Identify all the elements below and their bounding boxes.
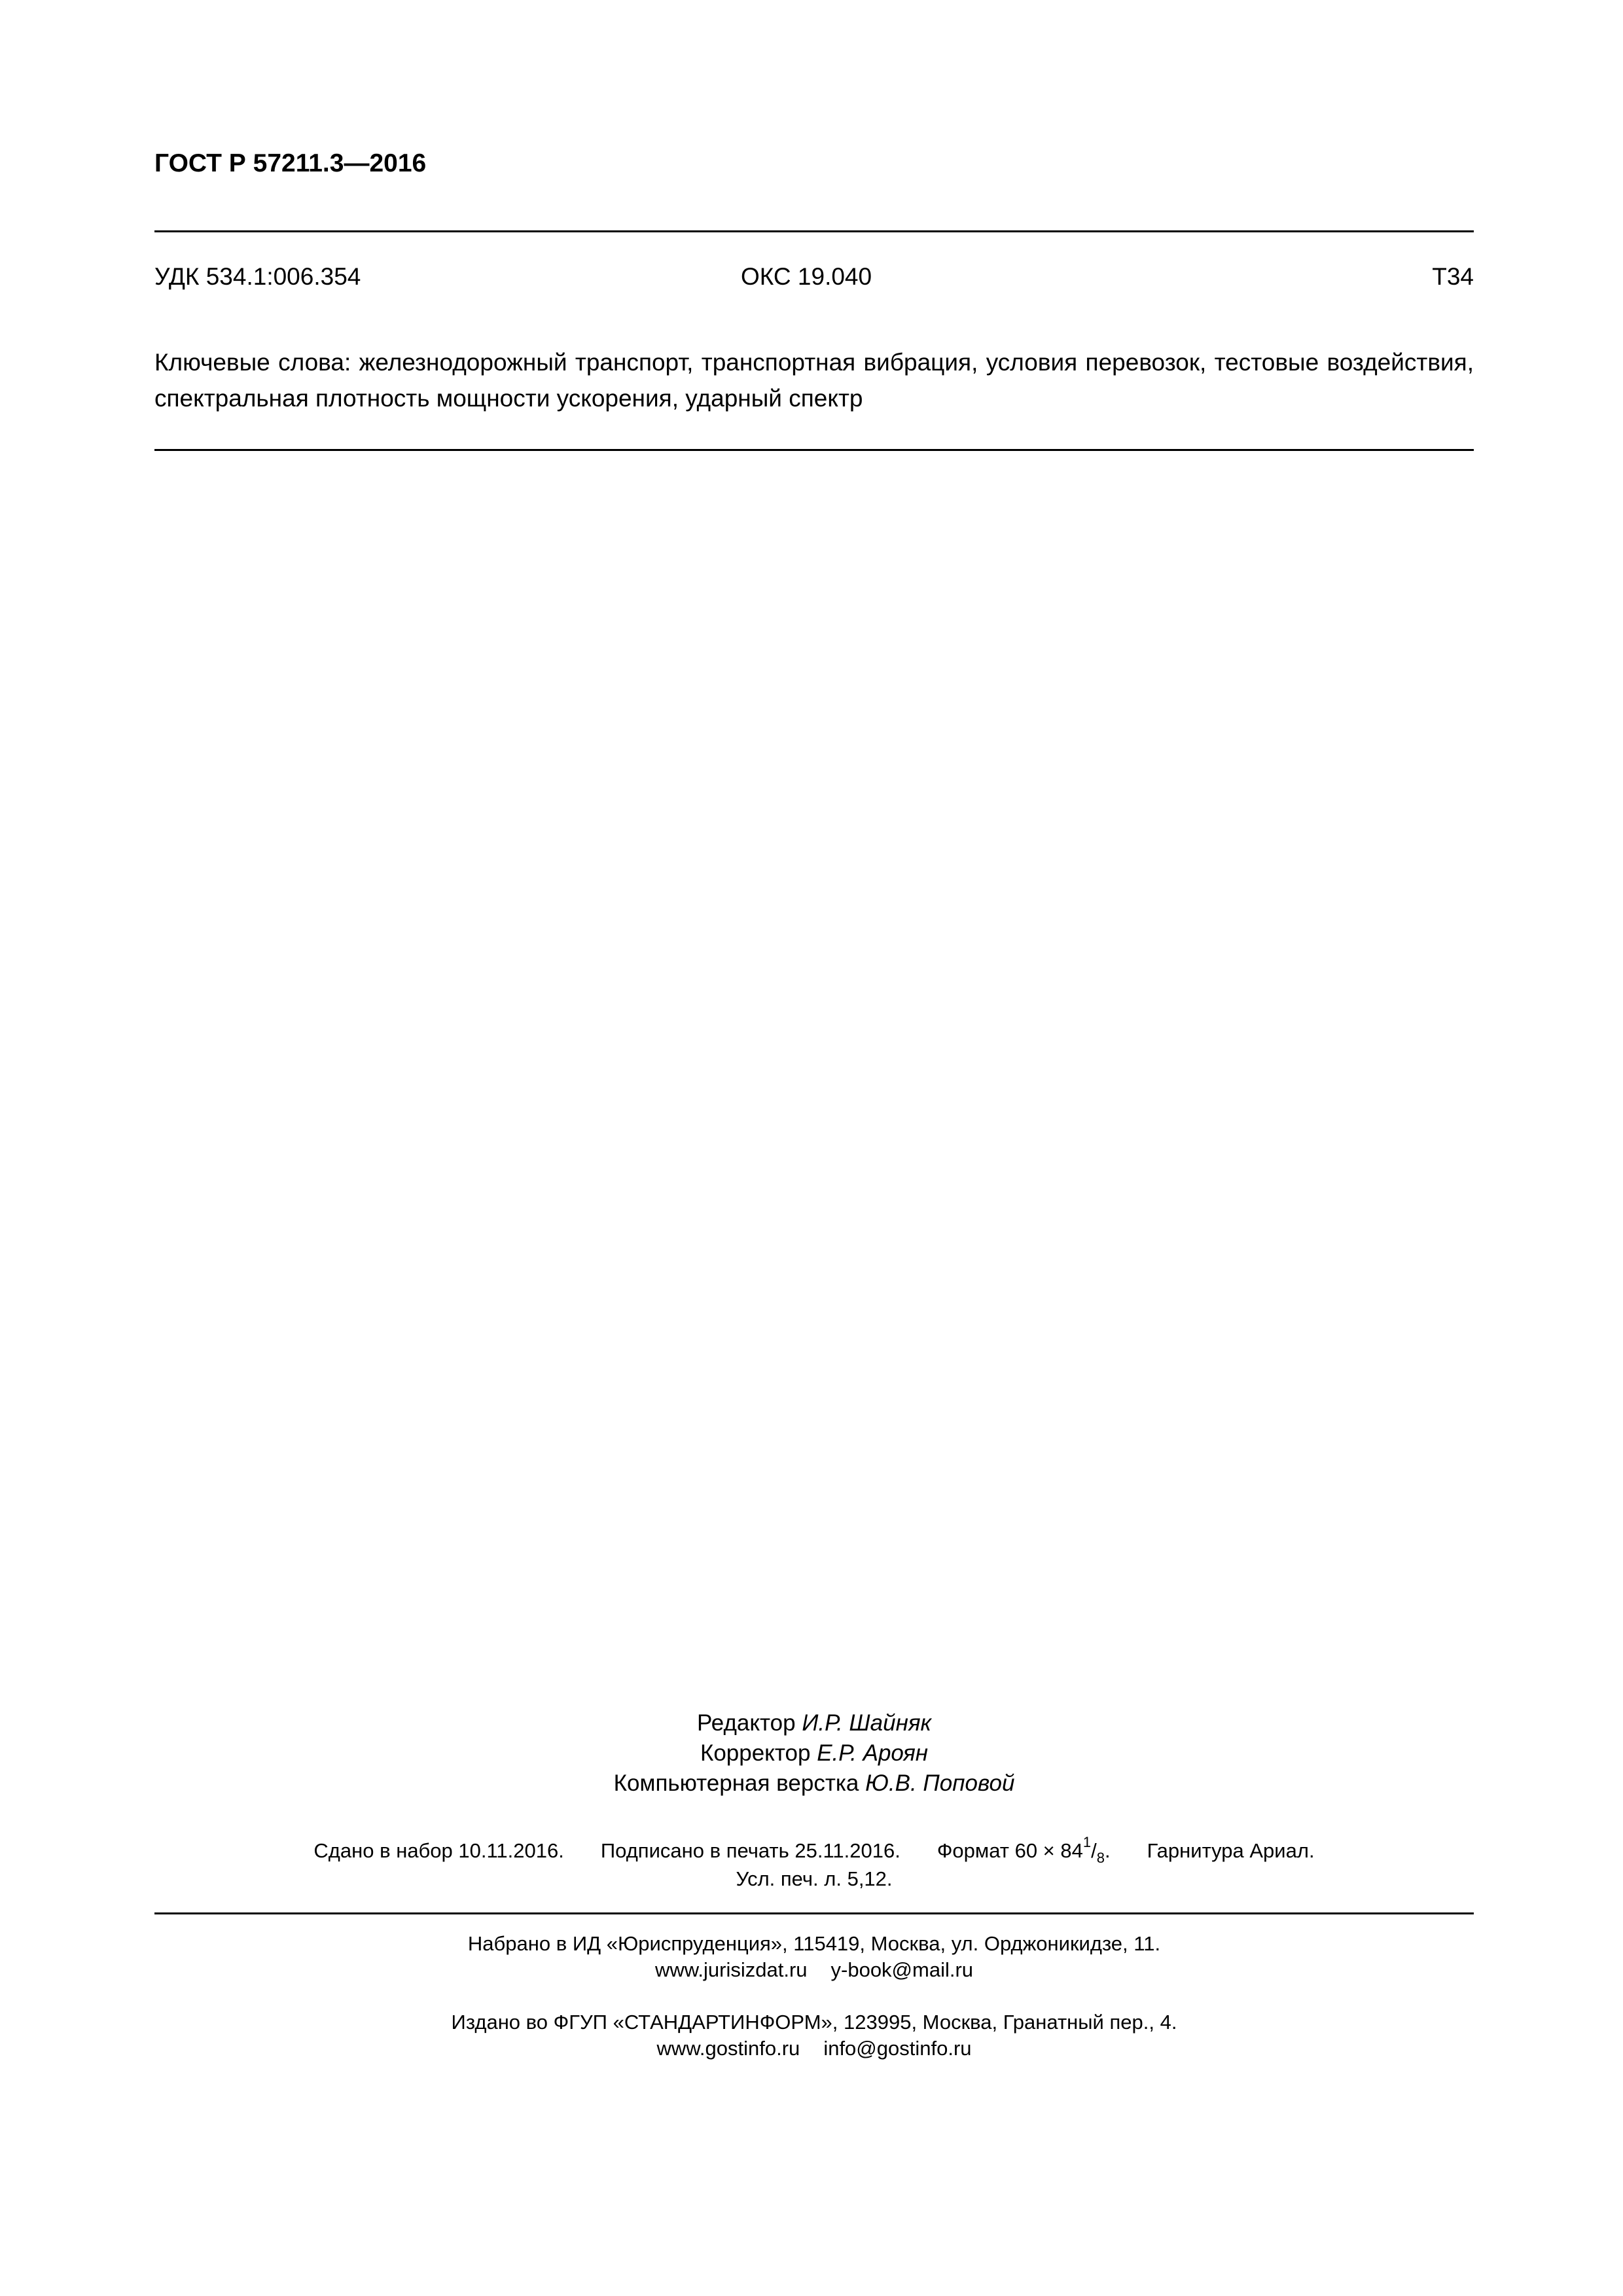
publisher-info (154, 2009, 1474, 2062)
keywords-paragraph: Ключевые слова: железнодорожный транспорт, транспортная вибрация, условия перевозок, тестовые воздействия, спектральная плотность мощности ускорения, ударный спектр (154, 349, 1474, 412)
keywords-divider (154, 449, 1474, 451)
typeset-address: Набрано в ИД «Юриспруденция», 115419, Москва, ул. Орджоникидзе, 11. (467, 1932, 1161, 1955)
top-divider (154, 230, 1474, 232)
layout-label: Компьютерная верстка (613, 1770, 866, 1796)
sheets-line: Усл. печ. л. 5,12. (736, 1867, 893, 1890)
corrector-line (154, 1738, 1474, 1768)
publisher-block (154, 1931, 1474, 2062)
published-site-link[interactable]: www.gostinfo.ru (656, 2037, 800, 2060)
signed-date: Подписано в печать 25.11.2016. (600, 1839, 901, 1862)
layout-line (154, 1768, 1474, 1799)
published-contacts (154, 2036, 1474, 2062)
typeset-email-link[interactable]: y-book@mail.ru (830, 1958, 974, 1981)
footer-divider (154, 1912, 1474, 1914)
typeset-site-link[interactable]: www.jurisizdat.ru (654, 1958, 808, 1981)
format-info: Формат $60 \times 84^1/_8$. (936, 1834, 1111, 1866)
typeface-info: Гарнитура Ариал. (1147, 1839, 1315, 1862)
print-details-line (154, 1834, 1474, 1866)
t-code: Т34 (1432, 263, 1474, 290)
corrector-label: Корректор (700, 1740, 817, 1766)
editor-label: Редактор (696, 1710, 802, 1736)
editor-name: И.Р. Шайняк (802, 1710, 932, 1736)
document-number: ГОСТ Р 57211.3—2016 (154, 149, 427, 177)
layout-name: Ю.В. Поповой (865, 1770, 1015, 1796)
typeset-contacts (154, 1957, 1474, 1983)
print-info-block (154, 1834, 1474, 1892)
credits-block (154, 1708, 1474, 1799)
corrector-name: Е.Р. Ароян (817, 1740, 929, 1766)
oks-code: ОКС 19.040 (741, 263, 872, 290)
editor-line (154, 1708, 1474, 1738)
published-email-link[interactable]: info@gostinfo.ru (823, 2037, 972, 2060)
submitted-date: Сдано в набор 10.11.2016. (313, 1839, 564, 1862)
published-address: Издано во ФГУП «СТАНДАРТИНФОРМ», 123995, Москва, Гранатный пер., 4. (451, 2011, 1177, 2034)
typesetter-info (154, 1931, 1474, 1983)
classification-codes (154, 260, 1474, 293)
udk-code: УДК 534.1:006.354 (154, 263, 361, 290)
